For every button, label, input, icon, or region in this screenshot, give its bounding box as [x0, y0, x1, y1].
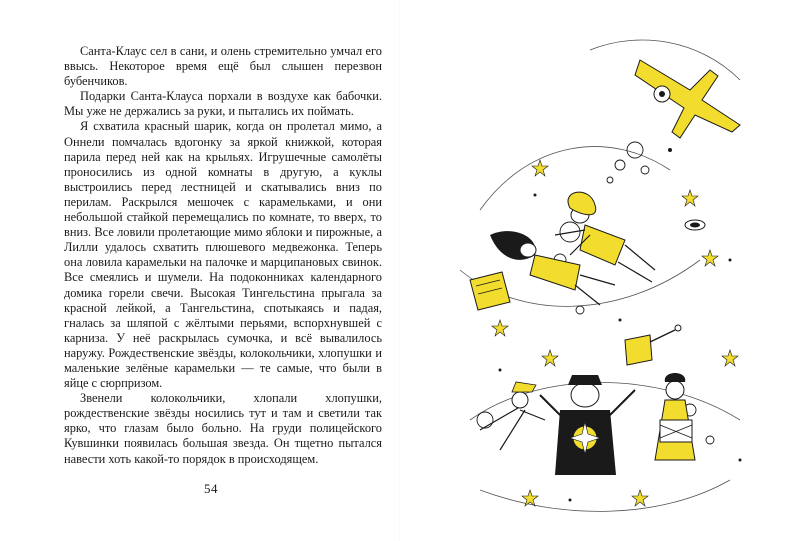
paragraph-2: Подарки Санта-Клауса порхали в воздухе как бабочки. Мы уже не держались за руки, и пытались их поймать. — [64, 89, 382, 119]
flying-book — [470, 272, 510, 310]
paragraph-1: Санта-Клаус сел в сани, и олень стремительно умчал его ввысь. Некоторое время ещё был слышен перезвон бубенчиков. — [64, 44, 382, 89]
policeman — [540, 375, 635, 475]
dancer — [480, 382, 545, 450]
watering-can — [625, 325, 681, 365]
stars — [492, 160, 738, 506]
sparkles — [499, 148, 742, 502]
book-gutter — [399, 0, 401, 541]
flying-toys-illustration-icon — [440, 20, 770, 520]
page-number: 54 — [204, 481, 218, 496]
paragraph-3: Я схватила красный шарик, когда он пролетал мимо, а Оннели помчалась вдогонку за яркой книжкой, которая парила перед ней как на крыльях. Игрушечные самолёты проносились из одной комнаты в другую, а куклы выстроились перед лестницей и скатывались вниз по перилам. Раскрылся мешочек с карамельками, и они небольшой стайкой перемещались по комнате, то вверх, то вниз. Все ловили пролетающие мимо яблоки и пирожные, а Лилли удалось схватить плюшевого медвежонка. Теперь она ловила карамельки на палочке и марципановых свинок. Все смеялись и шумели. На подоконниках календарного домика горели свечи. Высокая Тингельстина прыгала за красной лейкой, а Тангельстина, спотыкаясь и падая, гналась за шляпой с жёлтыми перьями, вспорхнувшей с карниза. У неё раскрылась сумочка, и всё вывалилось наружу. Рождественские звёзды, колокольчики, хлопушки и маленькие зелёные карамельки — те самые, что были в яйце с сюрпризом. — [64, 119, 382, 391]
drummer-woman — [655, 373, 695, 460]
candy-roll — [685, 220, 705, 230]
illustration — [440, 20, 770, 520]
text-page — [64, 44, 382, 467]
toy-airplane — [635, 60, 740, 138]
paragraph-4: Звенели колокольчики, хлопали хлопушки, рождественские звёзды носились тут и там и светили так ярко, что глазам было больно. На груди полицейского Кувшинки появилась большая звезда. Он тщетно пытался навести хоть какой-то порядок в происходящем. — [64, 391, 382, 466]
